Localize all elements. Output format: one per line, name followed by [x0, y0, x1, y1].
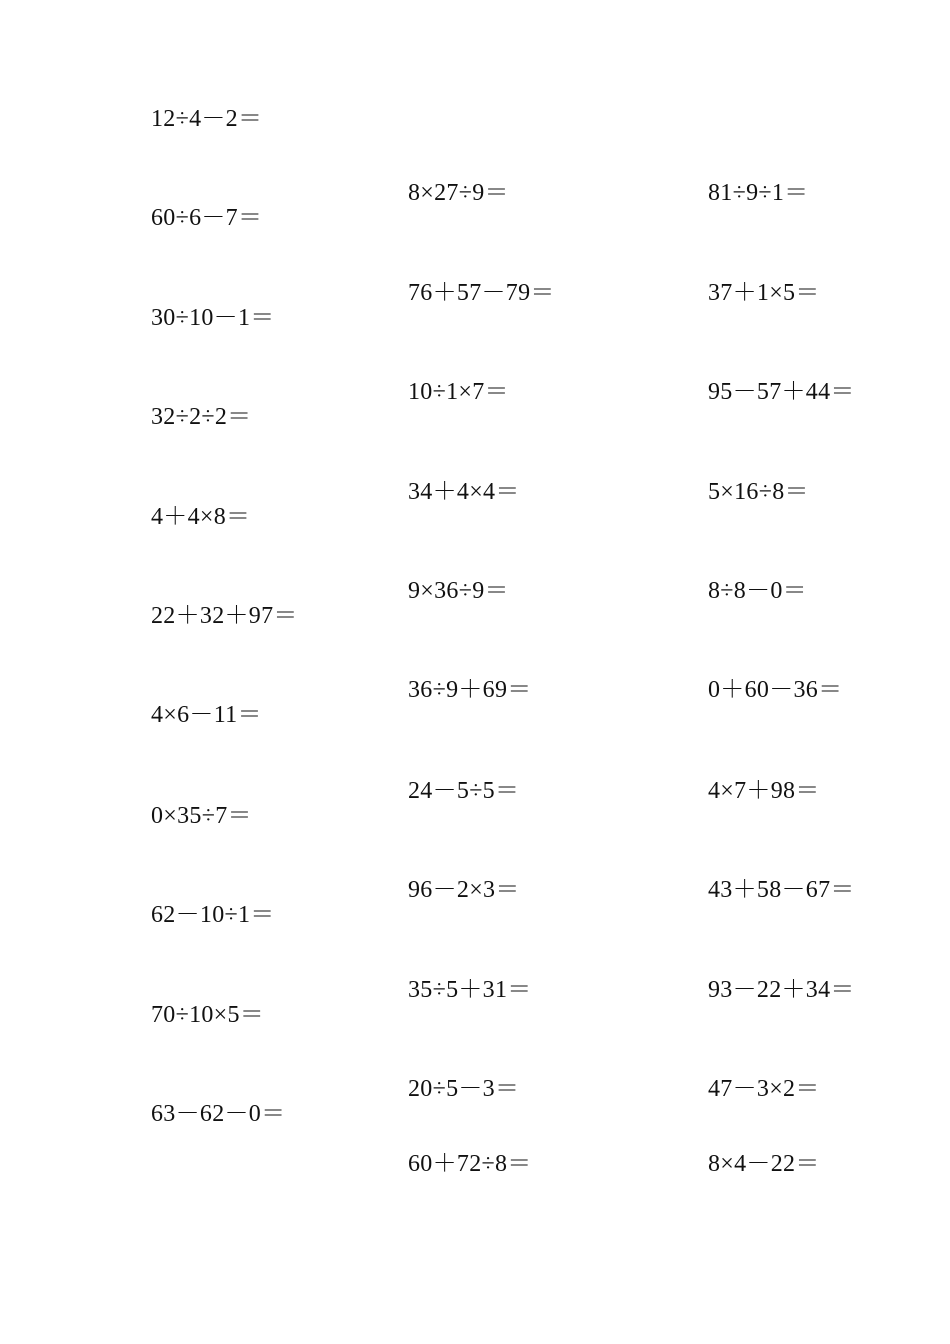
math-problem: 5×16÷8＝ [708, 479, 809, 505]
math-problem: 30÷10－1＝ [151, 305, 275, 331]
math-problem: 0×35÷7＝ [151, 803, 252, 829]
math-problem: 37＋1×5＝ [708, 280, 820, 306]
math-problem: 8×27÷9＝ [408, 180, 509, 206]
math-problem: 12÷4－2＝ [151, 106, 263, 132]
math-problem: 0＋60－36＝ [708, 677, 843, 703]
math-problem: 20÷5－3＝ [408, 1076, 520, 1102]
math-problem: 9×36÷9＝ [408, 578, 509, 604]
math-problem: 32÷2÷2＝ [151, 404, 252, 430]
math-problem: 81÷9÷1＝ [708, 180, 809, 206]
math-problem: 34＋4×4＝ [408, 479, 520, 505]
math-problem: 22＋32＋97＝ [151, 603, 298, 629]
math-problem: 10÷1×7＝ [408, 379, 509, 405]
math-problem: 76＋57－79＝ [408, 280, 555, 306]
math-problem: 96－2×3＝ [408, 877, 520, 903]
math-problem: 4×6－11＝ [151, 702, 262, 728]
math-problem: 8×4－22＝ [708, 1151, 820, 1177]
math-problem: 95－57＋44＝ [708, 379, 855, 405]
math-problem: 70÷10×5＝ [151, 1002, 265, 1028]
math-problem: 24－5÷5＝ [408, 778, 520, 804]
math-problem: 60÷6－7＝ [151, 205, 263, 231]
math-problem: 36÷9＋69＝ [408, 677, 532, 703]
math-problem: 63－62－0＝ [151, 1101, 286, 1127]
math-problem: 4×7＋98＝ [708, 778, 820, 804]
math-problem: 43＋58－67＝ [708, 877, 855, 903]
math-problem: 47－3×2＝ [708, 1076, 820, 1102]
math-problem: 8÷8－0＝ [708, 578, 807, 604]
math-problem: 4＋4×8＝ [151, 504, 251, 530]
math-problem: 60＋72÷8＝ [408, 1151, 532, 1177]
math-problem: 62－10÷1＝ [151, 902, 275, 928]
math-problem: 93－22＋34＝ [708, 977, 855, 1003]
math-problem: 35÷5＋31＝ [408, 977, 532, 1003]
